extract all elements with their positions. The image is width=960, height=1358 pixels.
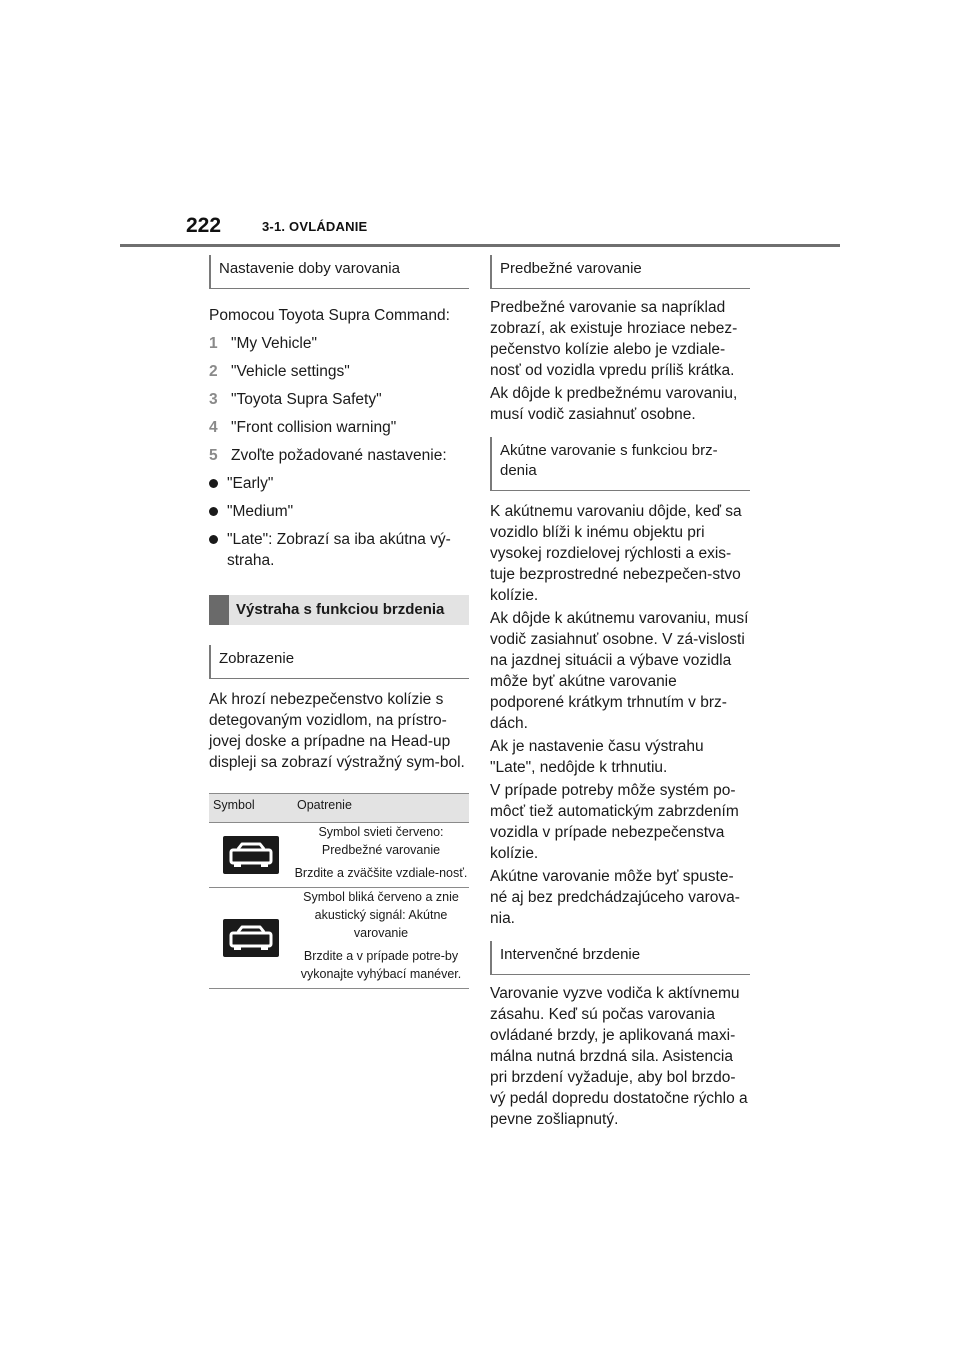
paragraph: Akútne varovanie môže byť spuste-né aj bez predchádzajúceho varova-nia. [490,868,740,927]
step-number: 1 [209,335,218,352]
car-warning-icon [223,919,279,957]
action-cell [293,823,469,888]
page-number: 222 [186,214,222,237]
table-header-row [209,794,469,823]
step-item [209,389,469,410]
section-marker [209,595,229,625]
bullet-text: "Early" [227,475,274,492]
paragraph: Varovanie vyzve vodiča k aktívnemu zásahu. Keď sú počas varovania ovládané brzdy, je aplikovaná maxi-málna nutná brzdná sila. Asistencia pri brzdení vyžaduje, aby bol brzdo-vý pedál dopredu dostatočne rýchlo a pevne zošliapnutý. [490,985,748,1128]
action-text-instruction: Brzdite a zväčšite vzdiale-nosť. [294,866,468,880]
step-text: "Toyota Supra Safety" [231,391,382,408]
car-warning-icon [223,836,279,874]
paragraph: V prípade potreby môže systém po-môcť tiež automatickým zabrzdením vozidla v prípade nebezpečenstva kolízie. [490,782,739,862]
car-warning-icon-graphic [228,842,274,868]
action-text-instruction: Brzdite a v prípade potre-by vykonajte vyhýbací manéver. [300,949,462,981]
step-item [209,333,469,354]
subheading-intervention-braking: Intervenčné brzdenie [490,941,750,975]
symbol-cell [209,888,293,989]
action-cell [293,888,469,989]
paragraph: Ak je nastavenie času výstrahu "Late", nedôjde k trhnutiu. [490,738,704,776]
table-header-symbol: Symbol [209,794,293,823]
step-number: 4 [209,419,218,436]
bullet-item [209,473,469,494]
step-item [209,361,469,382]
subheading-acute-warning: Akútne varovanie s funkciou brz-denia [490,437,750,491]
intro-text: Pomocou Toyota Supra Command: [209,307,450,324]
chapter-title: 3-1. OVLÁDANIE [262,219,368,234]
step-text: Zvoľte požadované nastavenie: [231,447,447,464]
action-text-state: Symbol svieti červeno: Predbežné varovanie [318,825,444,857]
section-heading [209,595,469,625]
bullet-dot-icon [209,535,218,544]
bullet-item [209,529,469,571]
paragraph: K akútnemu varovaniu dôjde, keď sa vozidlo blíži k inému objektu pri vysokej rozdielovej rýchlosti a exis-tuje bezprostredné nebezpečen-stvo kolízie. [490,503,742,604]
action-text-state: Symbol bliká červeno a znie akustický signál: Akútne varovanie [303,890,459,940]
paragraph: Ak dôjde k predbežnému varovaniu, musí vodič zasiahnuť osobne. [490,385,738,423]
step-text: "My Vehicle" [231,335,317,352]
bullet-dot-icon [209,507,218,516]
left-column [209,255,469,989]
bullet-item [209,501,469,522]
paragraph: Predbežné varovanie sa napríklad zobrazí, ak existuje hroziace nebez-pečenstvo kolízie alebo je vzdiale-nosť od vozidla vpredu príliš krátka. [490,299,738,379]
table-row [209,823,469,888]
step-number: 3 [209,391,218,408]
bullet-dot-icon [209,479,218,488]
header-rule [120,244,840,247]
display-text: Ak hrozí nebezpečenstvo kolízie s detegovaným vozidlom, na prístro-jovej doske a prípadne na Head-up displeji sa zobrazí výstražný sym-bol. [209,691,465,771]
step-item [209,445,469,466]
car-warning-icon-graphic [228,925,274,951]
section-heading-label: Výstraha s funkciou brzdenia [229,595,469,625]
bullet-text: "Medium" [227,503,294,520]
symbol-cell [209,823,293,888]
paragraph: Ak dôjde k akútnemu varovaniu, musí vodič zasiahnuť osobne. V zá-vislosti na jazdnej situácii a výbave vozidla môže byť akútne varovanie podporené krátkym trhnutím v brz-dách. [490,610,749,732]
symbol-table [209,793,469,989]
right-column [490,255,750,1130]
subheading-pre-warning: Predbežné varovanie [490,255,750,289]
step-text: "Vehicle settings" [231,363,350,380]
step-text: "Front collision warning" [231,419,397,436]
subheading-warning-time: Nastavenie doby varovania [209,255,469,289]
subheading-display: Zobrazenie [209,645,469,679]
step-item [209,417,469,438]
step-number: 5 [209,447,218,464]
bullet-text: "Late": Zobrazí sa iba akútna vý-straha. [227,531,451,569]
step-number: 2 [209,363,218,380]
table-header-action: Opatrenie [293,794,469,823]
table-row [209,888,469,989]
